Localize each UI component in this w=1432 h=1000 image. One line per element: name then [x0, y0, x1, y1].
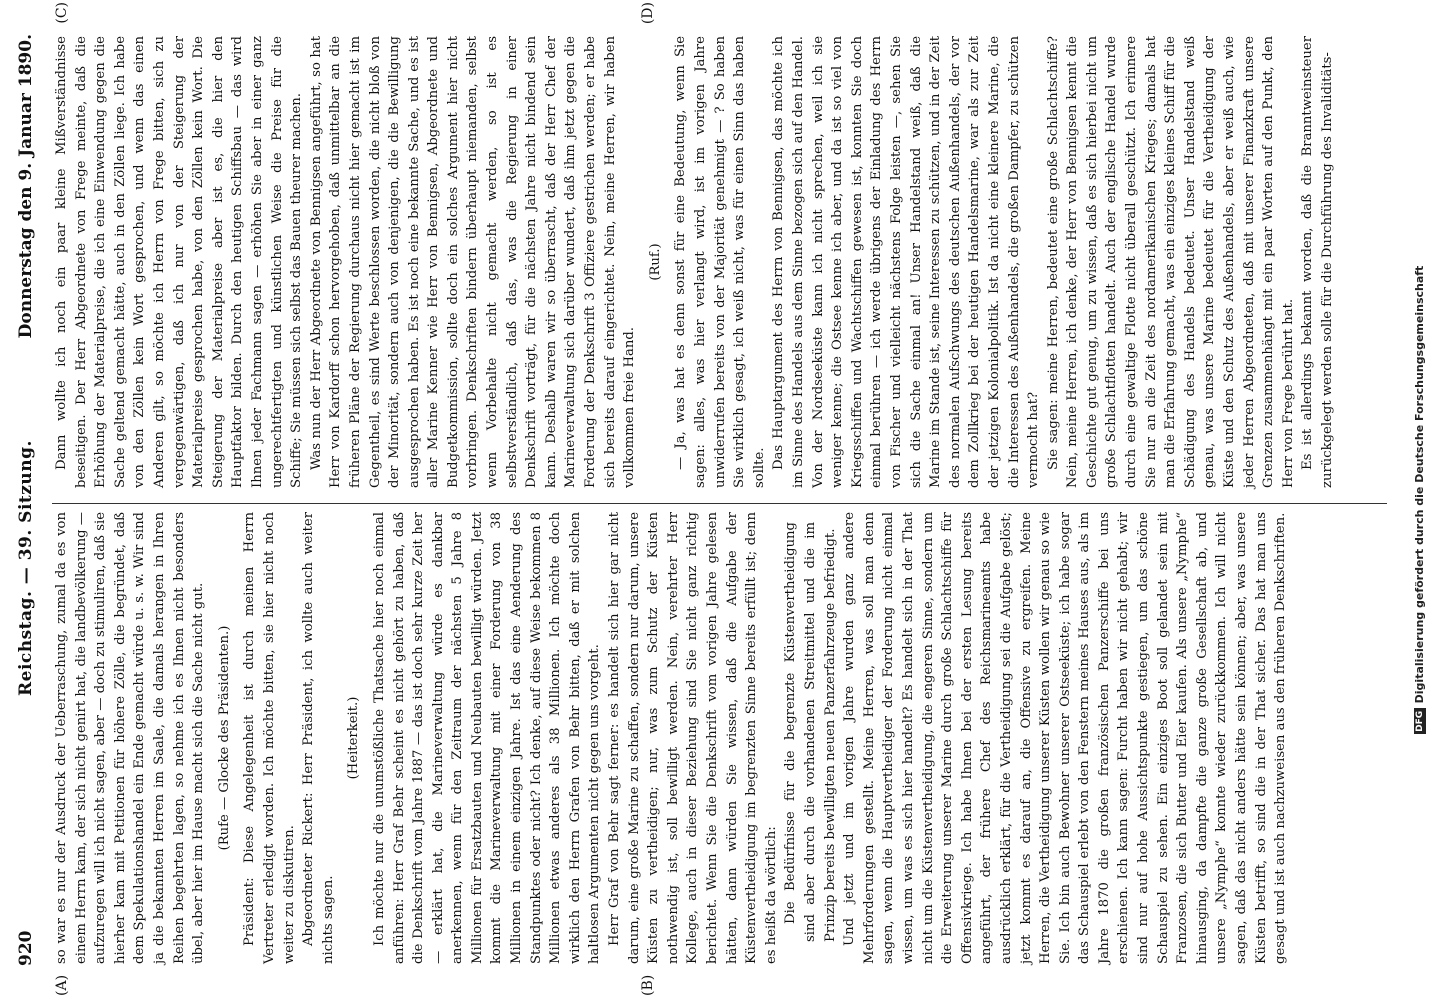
right-paragraph-3: — Ja, was hat es denn sonst für eine Bedeutung, wenn Sie sagen: alles, was hier verlangt wird, ist im vorigen Jahre unwiderrufen bereits von der Majorität genehmigt — ? So haben Sie wirklich gesagt, ich weiß nicht, was für einen Sinn das haben sollte. [673, 36, 767, 488]
left-paragraph-2: Ich möchte nur die unumstößliche Thatsache hier noch einmal anführen: Herr Graf Behr scheint es nicht gehört zu haben, daß die Denkschrift vom Jahre 1887 — das ist doch sehr kurze Zeit her — erklärt hat, die Marineverwaltung würde es dankbar anerkennen, wenn für den Zeitraum der nächsten 5 Jahre 8 Millionen für Ersatzbauten und Neubauten bewilligt würden. Jetzt kommt die Marineverwaltung mit einer Forderung von 38 Millionen in einem einzigen Jahre. Ist das eine Aenderung des Standpunktes oder nicht? Ich denke, auf diese Weise bekommen 8 Millionen etwas anderes als 38 Millionen. Ich möchte doch wirklich den Herrn Grafen von Behr bitten, daß er mit solchen haltlosen Argumenten nicht gegen uns vorgeht. [371, 512, 603, 964]
right-column [52, 36, 1338, 488]
page-number: 920 [16, 930, 36, 966]
page-header [16, 30, 42, 966]
left-quotation: Die Bedürfnisse für die begrenzte Küstenvertheidigung sind aber durch die vorhandenen Streitmittel und die im Prinzip bereits bewilligten neuen Panzerfahrzeuge befriedigt. [783, 522, 838, 942]
right-paragraph-2: Was nun der Herr Abgeordnete von Bennigsen angeführt, so hat Herr von Kardorff schon hervorgehoben, daß unmittelbar an die früheren Pläne der Regierung durchaus nicht hier gemacht ist im Gegentheil, es sind Werte beschlossen worden, die nicht bloß von der Minorität, sondern auch von denjenigen, die die Bewilligung ausgesprochen haben. Es ist noch eine bekannte Sache, und es ist aller Marine Kenner wie Herr von Bennigsen, Abgeordnete und Budgetkommission, sollte doch ein solches Argument hier nicht vorbringen. Denkschriften bindern überhaupt niemanden, selbst wenn Vorbehalte nicht gemacht werden, so ist es selbstverständlich, daß das, was die Regierung in einer Denkschrift vorträgt, für die nächsten Jahre nicht bindend sein kann. Deshalb waren wir so überrascht, daß der Herr Chef der Marineverwaltung sich darüber wundert, daß ihm jetzt gegen die Forderung der Denkschrift 3 Offiziere gestrichen werden; er habe sich bereits darauf eingerichtet. Nein, meine Herren, wir haben vollkommen freie Hand. [308, 36, 638, 488]
left-paragraph-4: Und jetzt und im vorigen Jahre wurden ganz andere Mehrforderungen gestellt. Meine Herren, was soll man denn sagen, wenn die Hauptvertheidiger der Forderung nicht einmal wissen, um was es sich hier handelt? Es handelt sich in der That nicht um die Küstenvertheidigung, die engeren Sinne, sondern um die Erweiterung unserer Marine durch große Schlachtschiffe für Offensivkriege. Ich habe Ihnen bei der ersten Lesung bereits angeführt, der frühere Chef des Reichsmarineamts habe ausdrücklich erklärt, für die Vertheidigung sei die Aufgabe gelöst; jetzt kommt es darauf an, die Offensive zu ergreifen. Meine Herren, die Vertheidigung unserer Küsten wollen wir genau so wie Sie. Ich bin auch Bewohner unserer Ostseeküste; ich habe sogar das Schauspiel erlebt von den Fenstern meines Hauses aus, als im Jahre 1870 die großen französischen Panzerschiffe bei uns erschienen. Ich kann sagen: Furcht haben wir nicht gehabt; wir sind nur auf hohe Aussichtspunkte gestiegen, um das schöne Schauspiel zu sehen. Ein einziges Boot soll gelandet sein mit Franzosen, die sich Butter und Eier kaufen. Als unsere „Nymphe“ hinausging, da dampfte die ganze große Gesellschaft ab, und unsere „Nymphe“ konnte wieder zurückkommen. Ich will nicht sagen, daß das nicht anders hätte sein können; aber, was unsere Küsten betrifft, so sind die in der That sicher. Das hat man uns gesagt und ist auch nachzuweisen aus den früheren Denkschriften. [842, 512, 1289, 964]
left-column [52, 512, 1291, 964]
column-divider [52, 503, 1387, 504]
footer-text: Digitalisierung gefördert durch die Deutsche Forschungsgemeinschaft [1413, 265, 1426, 704]
dfg-logo: DFG [1414, 708, 1426, 734]
left-paragraph-3: Herr Graf von Behr sagt ferner: es handelt sich hier gar nicht darum, eine große Marine zu schaffen, sondern nur darum, unsere Küsten zu vertheidigen; nur, was zum Schutz der Küsten nothwendig ist, soll bewilligt werden. Nein, verehrter Herr Kollege, auch in dieser Beziehung sind Sie nicht ganz richtig berichtet. Wenn Sie die Denkschrift vom vorigen Jahre gelesen hätten, dann würden Sie wissen, daß die Aufgabe der Küstenvertheidigung im begrenzten Sinne bereits erfüllt ist; denn es heißt da wörtlich: [607, 512, 779, 964]
right-stage-direction: (Ruf.) [647, 243, 663, 281]
left-stage-direction-2: (Heiterkeit.) [346, 696, 362, 780]
right-paragraph-1: Dann wollte ich noch ein paar kleine Mißverständnisse beseitigen. Der Herr Abgeordnete von Frege meinte, daß die Erhöhung der Materialpreise, die ich eine Einwendung gegen die Sache geltend gemacht hätte, auch in den Zöllen liege. Ich habe von den Zöllen kein Wort gesprochen, und wenn das einen Anderen gilt, so möchte ich Herrn von Frege bitten, sich zu vergegenwärtigen, daß ich nur von der Steigerung der Materialpreise gesprochen habe, von den Zöllen kein Wort. Die Steigerung der Materialpreise aber ist es, die hier den Hauptfaktor bilden. Durch den heutigen Schiffsbau — das wird Ihnen jeder Fachmann sagen — erhöhen Sie aber in einer ganz ungerechtfertigten und künstlichen Weise die Preise für die Schiffe; Sie müssen sich selbst das Bauen theurer machen. [54, 36, 305, 488]
left-paragraph-president: Präsident: Diese Angelegenheit ist durch meinen Herrn Vertreter erledigt worden. Ich möchte bitten, sie hier nicht noch weiter zu diskutiren. [242, 512, 297, 964]
header-date: Donnerstag den 9. Januar 1890. [16, 34, 36, 339]
right-paragraph-5: Sie sagen: meine Herren, bedeutet eine große Schlachtschiffe? Nein, meine Herren, ich denke, der Herr von Bennigsen kennt die Geschichte gut genug, um zu wissen, daß es sich hierbei nicht um große Schlachtflotten handelt. Auch der englische Handel wurde durch eine gewaltige Flotte nicht überall geschützt. Ich erinnere Sie nur an die Zeit des nordamerikanischen Krieges; damals hat man die Erfahrung gemacht, was ein einziges kleines Schiff für die Schädigung des Handels bedeutet. Unser Handelstand weiß genau, was unsere Marine bedeutet für die Vertheidigung der Küste und den Schutz des Außenhandels, aber er weiß auch, wie jeder Herren Abgeordneten, daß mit unserer Finanzkraft unsere Grenzen zusammenhängt mit ein paar Worten auf den Punkt, den Herr von Frege berührt hat. [1045, 36, 1296, 488]
left-paragraph-rickert: Abgeordneter Rickert: Herr Präsident, ich wollte auch weiter nichts sagen. [301, 512, 336, 964]
margin-mark-b: (B) [640, 974, 656, 996]
margin-mark-d: (D) [640, 2, 656, 25]
left-paragraph-1: so war es nur der Ausdruck der Ueberraschung, zumal da es von einem Herrn kam, der sich nicht genirt hat, die landbevölkerung — aufzuregen will ich nicht sagen, aber — doch zu stimuliren, daß sie hierher kam mit Petitionen für höhere Zölle, die begründet, daß dem Spekulationshandel ein Ende gemacht würde u. s. w. Wir sind ja die bekannten Herren im Saale, die damals herangen in Ihren Reihen begehrten lagen, so nehme ich es Ihnen nicht besonders übel, aber hier im Hause macht sich die Sache nicht gut. [54, 512, 207, 964]
digitization-footer [1413, 0, 1426, 1000]
margin-mark-a: (A) [54, 974, 70, 996]
right-paragraph-6: Es ist allerdings bekannt worden, daß die Branntweinsteuer zurückgelegt werden solle für die Durchführung des Invaliditäts- [1300, 36, 1335, 488]
left-stage-direction-1: (Rufe — Glocke des Präsidenten.) [216, 625, 232, 851]
header-session-title: Reichstag. — 39. Sitzung. [16, 440, 36, 696]
margin-mark-c: (C) [54, 2, 70, 24]
right-paragraph-4: Das Hauptargument des Herrn von Bennigsen, das möchte ich im Sinne des Handels aus dem Sinne bezogen sich auf den Handel. Von der Nordseeküste kann ich nicht sprechen, weil ich sie weniger kenne; die Ostsee kenne ich aber, und da ist so viel von Kriegsschiffen und Wachtschiffen gewesen ist, konnten Sie doch einmal berühren — ich werde übrigens der Einladung des Herrn von Fischer und vielleicht nächstens Folge leisten —, sehen Sie sich die Sache einmal an! Unser Handelstand weiß, daß die Marine im Stande ist, seine Interessen zu schützen, und in der Zeit des normalen Aufschwungs des deutschen Außenhandels, der vor dem Zollkrieg bei der heutigen Handelsmarine, war als zur Zeit der jetzigen Kolonialpolitik. Ist da nicht eine kleinere Marine, die die Interessen des Außenhandels, die großen Dampfer, zu schützen vermocht hat? [771, 36, 1042, 488]
